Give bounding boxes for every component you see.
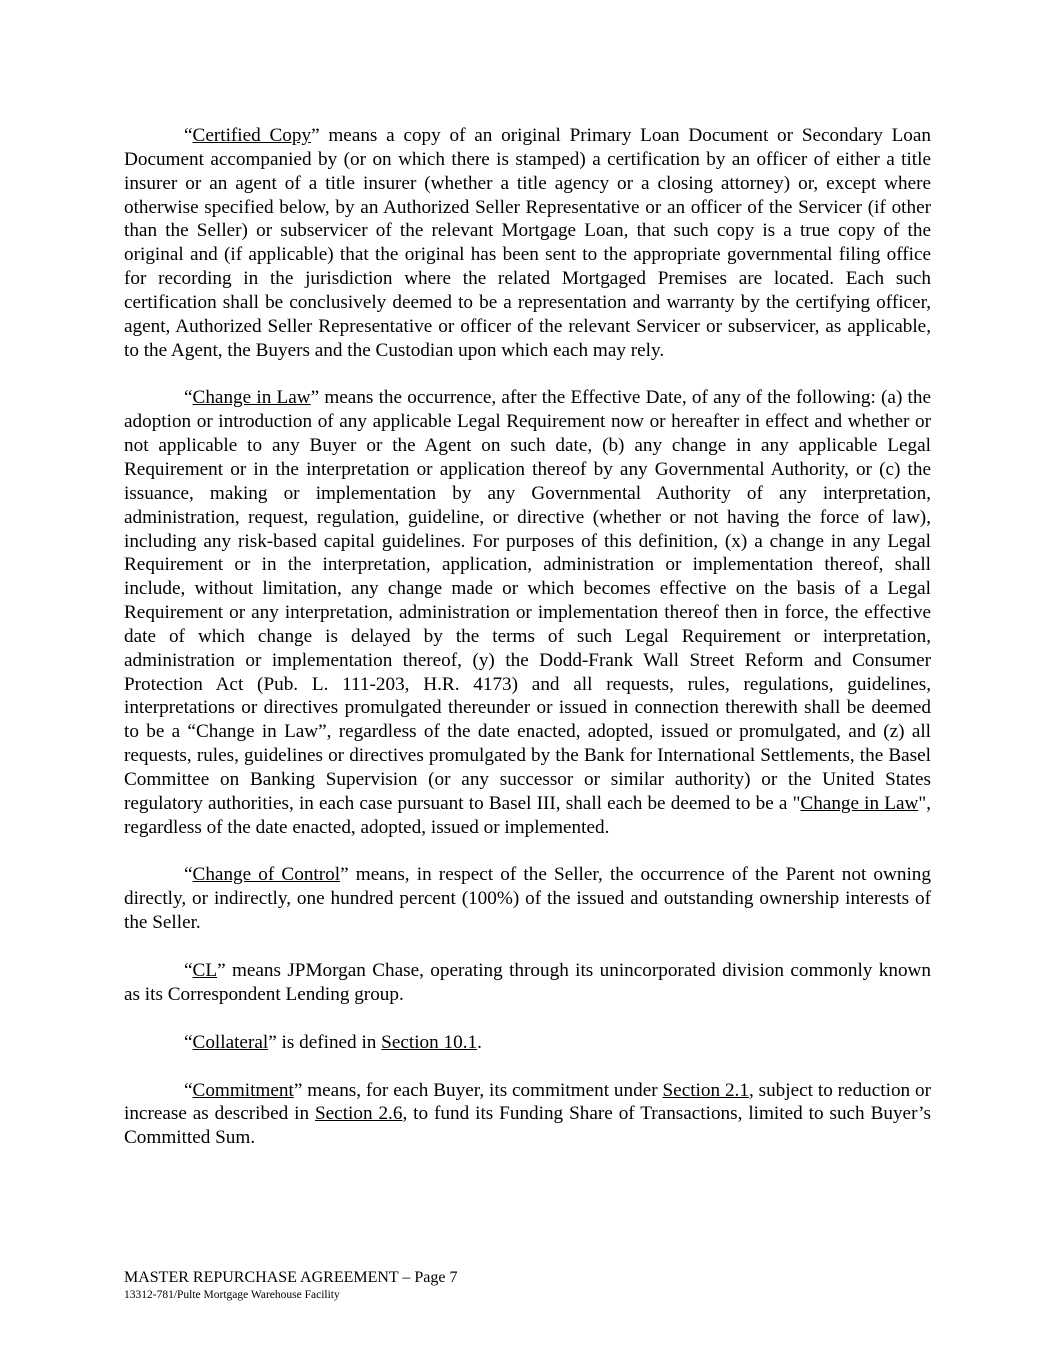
close-quote: ” xyxy=(217,960,226,981)
section-reference: Section 10.1 xyxy=(381,1031,478,1053)
definition-certified-copy xyxy=(124,124,931,362)
close-quote: ” xyxy=(293,1079,303,1101)
inline-defined-term: Change in Law xyxy=(800,792,919,814)
definition-commitment xyxy=(124,1079,931,1151)
document-body xyxy=(124,124,931,1174)
defined-term: CL xyxy=(192,960,218,981)
open-quote: “ xyxy=(184,387,193,409)
defined-term: Commitment xyxy=(192,1079,294,1101)
section-reference: Section 2.1 xyxy=(662,1079,749,1101)
definition-text: means, in respect of the Seller, the occurrence of the Parent not owning directly, or indirectly, one hundred percent (100%) of the issued and outstanding ownership interests of the Seller. xyxy=(124,864,931,934)
definition-text: is defined in xyxy=(276,1031,382,1053)
section-reference: Section 2.6 xyxy=(314,1103,403,1125)
defined-term: Certified Copy xyxy=(192,125,312,146)
defined-term: Change in Law xyxy=(192,387,311,409)
close-quote: ” xyxy=(311,125,320,146)
open-quote: “ xyxy=(184,960,193,981)
definition-change-of-control xyxy=(124,863,931,935)
defined-term: Collateral xyxy=(192,1031,269,1053)
definition-tail: , to fund its Funding Share of Transactions, limited to such Buyer’s Committed Sum. xyxy=(124,1103,931,1149)
close-quote: ” xyxy=(340,864,349,886)
close-quote: ” xyxy=(268,1031,277,1053)
definition-text: means a copy of an original Primary Loan Document or Secondary Loan Document accompanied by (or on which there is stamped) a certification by an officer of either a title insurer or an agent of a title insurer (whether a title agency or a closing attorney) or, except where otherwise specified below, by an Authorized Seller Representative or an officer of the Servicer (if other than the Seller) or subservicer of the relevant Mortgage Loan, that such copy is a true copy of the original and (if applicable) that the original has been sent to the appropriate governmental filing office for recording in the jurisdiction where the related Mortgaged Premises are located. Each such certification shall be conclusively deemed to be a representation and warranty by the certifying officer, agent, Authorized Seller Representative or officer of the relevant Servicer or subservicer, as applicable, to the Agent, the Buyers and the Custodian upon which each may rely. xyxy=(124,125,931,361)
definition-change-in-law xyxy=(124,386,931,839)
definition-text: means JPMorgan Chase, operating through its unincorporated division commonly known as its Correspondent Lending group. xyxy=(124,960,931,1005)
open-quote: “ xyxy=(184,1031,193,1053)
footer-title: MASTER REPURCHASE AGREEMENT – Page 7 xyxy=(124,1269,458,1286)
definition-text: means, for each Buyer, its commitment under xyxy=(302,1079,663,1101)
definition-cl xyxy=(124,959,931,1007)
definition-middle: , subject to reduction or increase as described in xyxy=(124,1079,931,1125)
definition-text: means the occurrence, after the Effective Date, of any of the following: (a) the adoption or introduction of any applicable Legal Requirement now or hereafter in effect and whether or not applicable to any Buyer or the Agent on such date, (b) any change in any applicable Legal Requirement or in the interpretation or application thereof by any Governmental Authority, or (c) the issuance, making or implementation by any Governmental Authority of any interpretation, administration, request, regulation, guideline, or directive (whether or not having the force of law), including any risk-based capital guidelines. For purposes of this definition, (x) a change in any Legal Requirement or in the interpretation, application, administration or implementation thereof, shall include, without limitation, any change made or which becomes effective on the basis of a Legal Requirement or any interpretation, administration or implementation thereof then in force, the effective date of which change is delayed by the terms of such Legal Requirement or interpretation, administration or implementation thereof, (y) the Dodd-Frank Wall Street Reform and Consumer Protection Act (Pub. L. 111-203, H.R. 4173) and all requests, rules, regulations, guidelines, interpretations or directives promulgated thereunder or issued in connection therewith shall be deemed to be a “Change in Law”, regardless of the date enacted, adopted, issued or promulgated, and (z) all requests, rules, guidelines or directives promulgated by the Bank for International Settlements, the Basel Committee on Banking Supervision (or any successor or similar authority) or the United States regulatory authorities, in each case pursuant to Basel III, shall each be deemed to be a " xyxy=(124,387,931,814)
definition-collateral xyxy=(124,1031,931,1055)
open-quote: “ xyxy=(184,864,193,886)
definition-tail: ", regardless of the date enacted, adopted, issued or implemented. xyxy=(124,792,931,838)
defined-term: Change of Control xyxy=(192,864,341,886)
page-footer xyxy=(124,1268,931,1302)
footer-subtitle: 13312-781/Pulte Mortgage Warehouse Facility xyxy=(124,1289,340,1301)
close-quote: ” xyxy=(310,387,320,409)
open-quote: “ xyxy=(184,125,193,146)
open-quote: “ xyxy=(184,1079,193,1101)
definition-tail: . xyxy=(477,1031,482,1053)
